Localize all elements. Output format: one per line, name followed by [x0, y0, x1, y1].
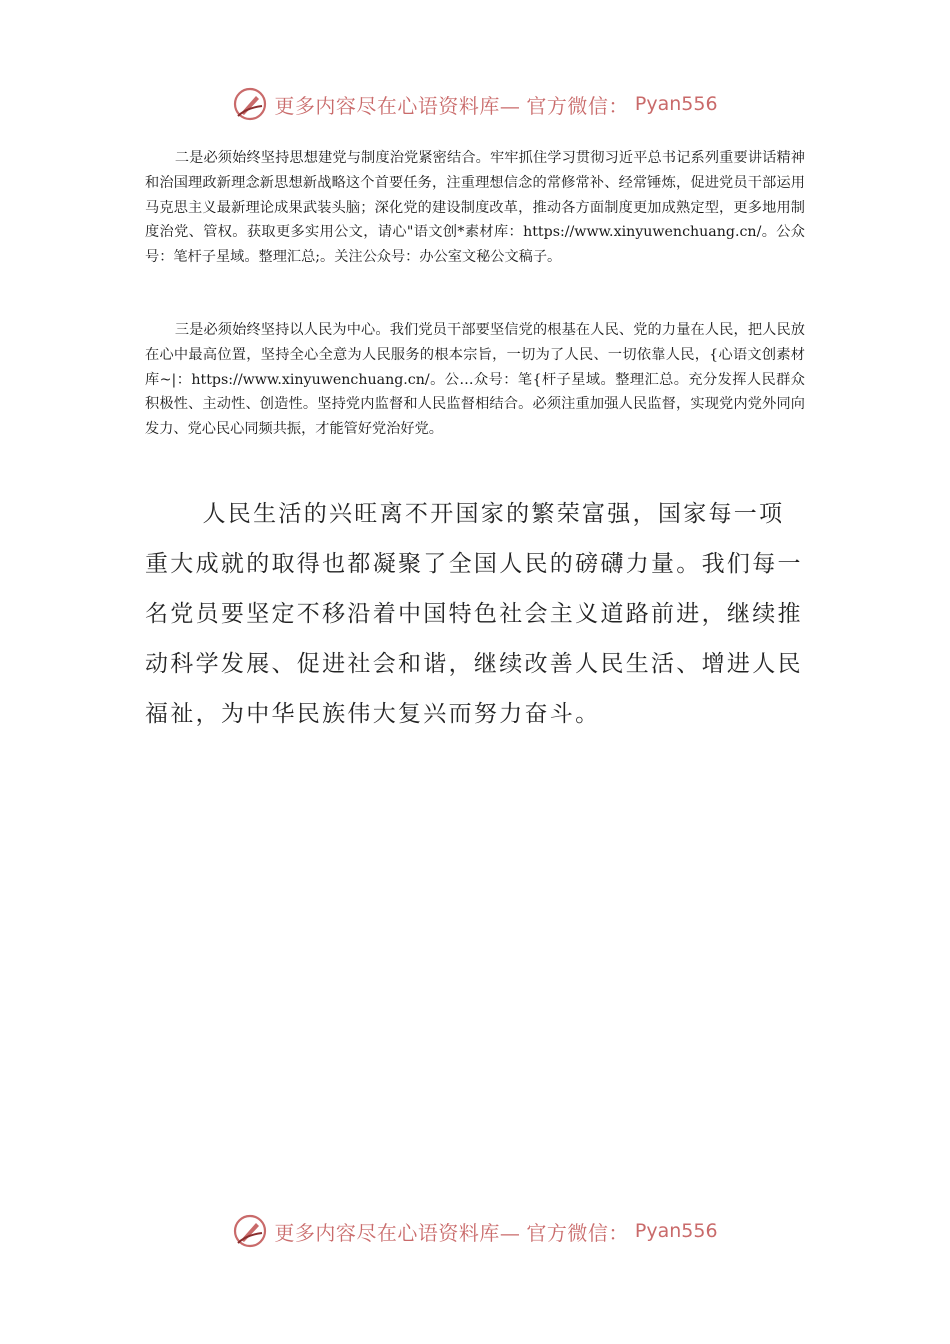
footer-banner-wechat-label: 官方微信：	[526, 1220, 629, 1245]
footer-banner-wechat-id: Pyan556	[634, 1220, 718, 1242]
footer-banner-title: 更多内容尽在心语资料库—	[274, 1220, 521, 1245]
pen-circle-logo-icon	[232, 1213, 268, 1249]
header-banner-content	[232, 86, 717, 122]
pen-circle-logo-icon	[232, 86, 268, 122]
footer-banner-content	[232, 1213, 717, 1249]
body-paragraph-1: 二是必须始终坚持思想建党与制度治党紧密结合。牢牢抓住学习贯彻习近平总书记系列重要讲话精神和治国理政新理念新思想新战略这个首要任务，注重理想信念的常修常补、经常锤炼，促进党员干部运用马克思主义最新理论成果武装头脑；深化党的建设制度改革，推动各方面制度更加成熟定型，更多地用制度治党、管权。获取更多实用公文，请心"语文创*素材库：https://www.xinyuwenchuang.cn/。公众号：笔杆子星域。整理汇总;。关注公众号：办公室文秘公文稿子。	[145, 150, 805, 266]
body-paragraph-2: 三是必须始终坚持以人民为中心。我们党员干部要坚信党的根基在人民、党的力量在人民，把人民放在心中最高位置，坚持全心全意为人民服务的根本宗旨，一切为了人民、一切依靠人民，{心语文创素材库~|：https://www.xinyuwenchuang.cn/。公…众号：笔{杆子星域。整理汇总。充分发挥人民群众积极性、主动性、创造性。坚持党内监督和人民监督相结合。必须注重加强人民监督，实现党内党外同向发力、党心民心同频共振，才能管好党治好党。	[145, 322, 805, 438]
header-banner-wechat-id: Pyan556	[634, 93, 718, 115]
body-paragraph-3: 人民生活的兴旺离不开国家的繁荣富强，国家每一项重大成就的取得也都凝聚了全国人民的磅礴力量。我们每一名党员要坚定不移沿着中国特色社会主义道路前进，继续推动科学发展、促进社会和谐，继续改善人民生活、增进人民福祉，为中华民族伟大复兴而努力奋斗。	[145, 501, 803, 727]
footer-banner	[0, 1211, 950, 1251]
header-banner-title: 更多内容尽在心语资料库—	[274, 93, 521, 118]
header-banner-wechat-label: 官方微信：	[526, 93, 629, 118]
header-banner	[0, 84, 950, 124]
